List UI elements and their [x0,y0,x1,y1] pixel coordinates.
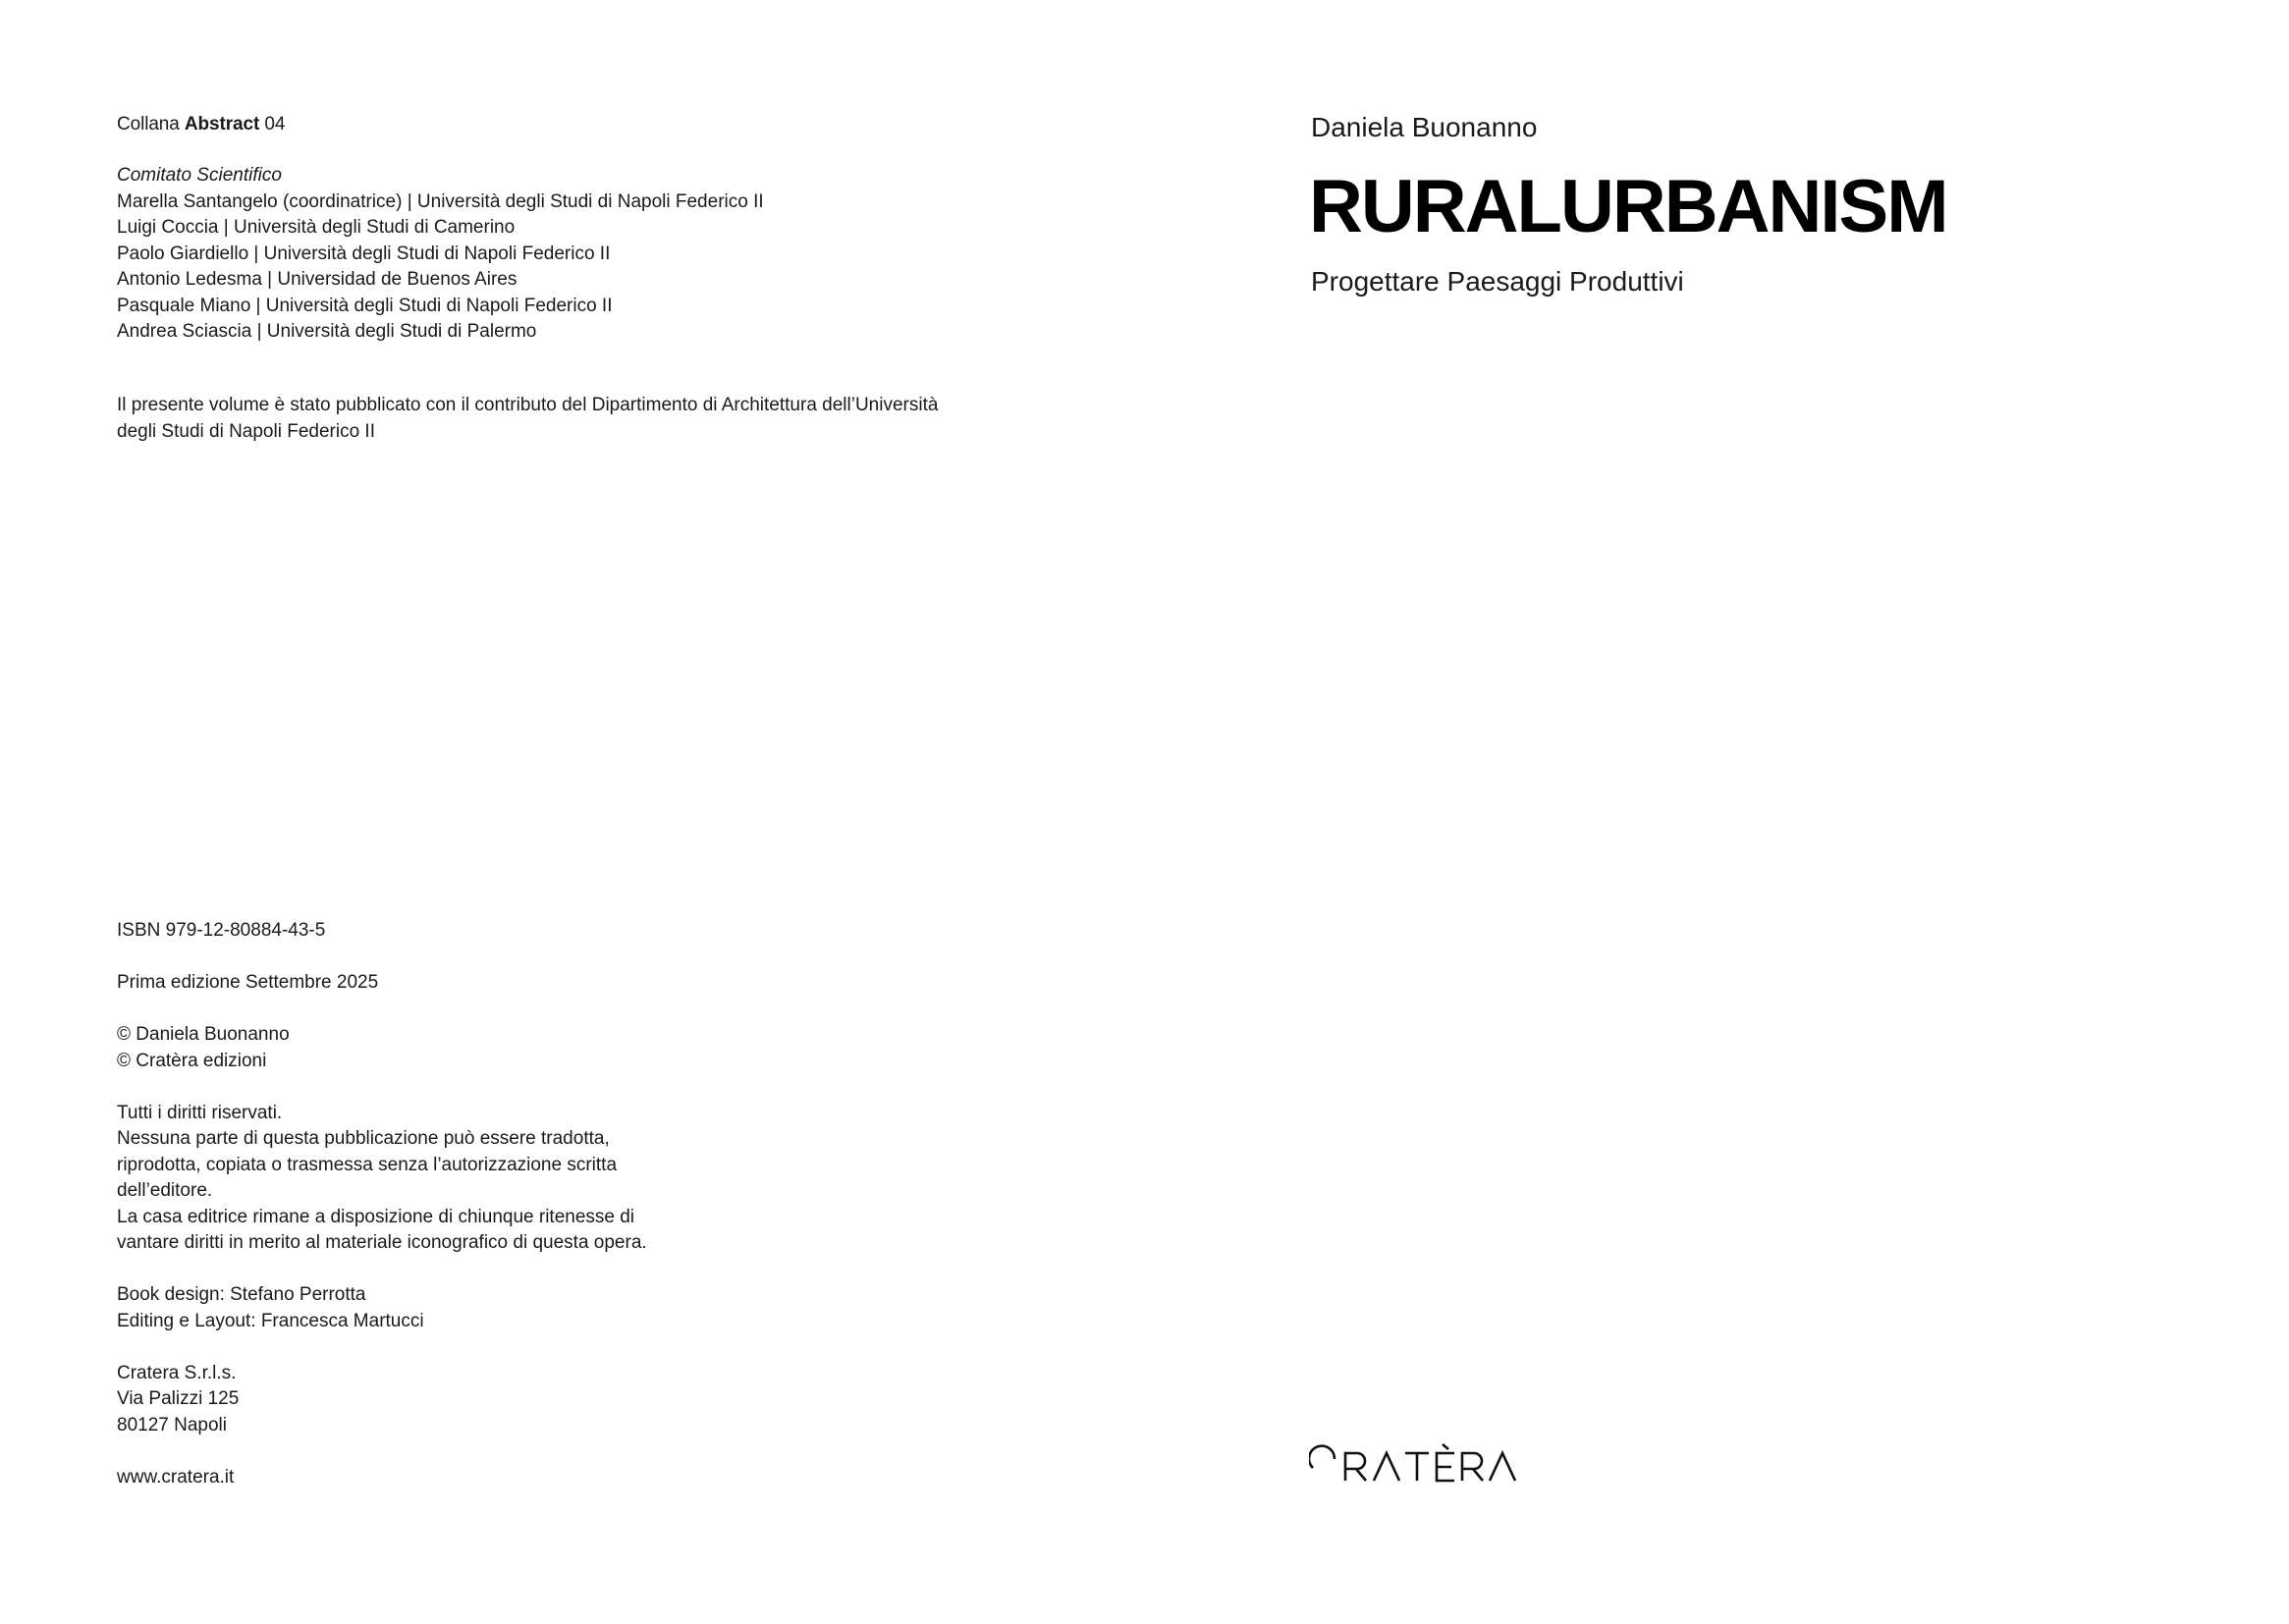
address-line: Via Palizzi 125 [117,1388,240,1409]
rights-line: riprodotta, copiata o trasmessa senza l’autorizzazione scritta [117,1154,618,1175]
rights-line: Nessuna parte di questa pubblicazione può essere tradotta, [117,1128,610,1149]
website-link[interactable]: www.cratera.it [117,1466,235,1488]
copyright-author: © Daniela Buonanno [117,1024,290,1045]
contribution-note [117,393,981,445]
colophon [117,918,647,1490]
left-page [0,0,1144,1624]
book-subtitle: Progettare Paesaggi Produttivi [1311,266,1684,297]
rights-line: vantare diritti in merito al materiale iconografico di questa opera. [117,1232,647,1253]
contribution-line: degli Studi di Napoli Federico II [117,420,375,442]
series-name: Abstract [184,114,260,135]
committee-member: Marella Santangelo (coordinatrice) | Università degli Studi di Napoli Federico II [117,190,764,212]
isbn: ISBN 979-12-80884-43-5 [117,920,326,941]
address-line: Cratera S.r.l.s. [117,1362,237,1383]
edition: Prima edizione Settembre 2025 [117,972,379,993]
scientific-committee [117,163,764,346]
committee-member: Luigi Coccia | Università degli Studi di Camerino [117,217,516,238]
copyright-publisher: © Cratèra edizioni [117,1050,267,1071]
committee-member: Antonio Ledesma | Universidad de Buenos Aires [117,269,518,290]
series-prefix: Collana [117,114,180,135]
committee-member: Andrea Sciascia | Università degli Studi di Palermo [117,321,537,342]
committee-member: Paolo Giardiello | Università degli Studi di Napoli Federico II [117,243,611,264]
series-line [117,112,285,137]
editing-credit: Editing e Layout: Francesca Martucci [117,1310,424,1331]
contribution-line: Il presente volume è stato pubblicato con il contributo del Dipartimento di Architettura dell’Università [117,395,939,415]
rights-line: Tutti i diritti riservati. [117,1102,283,1123]
book-title: RURALURBANISM [1309,165,1947,248]
committee-member: Pasquale Miano | Università degli Studi di Napoli Federico II [117,295,613,316]
book-author: Daniela Buonanno [1311,112,1538,142]
rights-line: dell’editore. [117,1180,213,1201]
rights-line: La casa editrice rimane a disposizione di chiunque ritenesse di [117,1206,635,1227]
committee-heading: Comitato Scientifico [117,165,282,186]
address-line: 80127 Napoli [117,1414,227,1435]
series-number: 04 [264,114,286,135]
book-design-credit: Book design: Stefano Perrotta [117,1284,366,1305]
publisher-logo [1309,1443,1545,1483]
